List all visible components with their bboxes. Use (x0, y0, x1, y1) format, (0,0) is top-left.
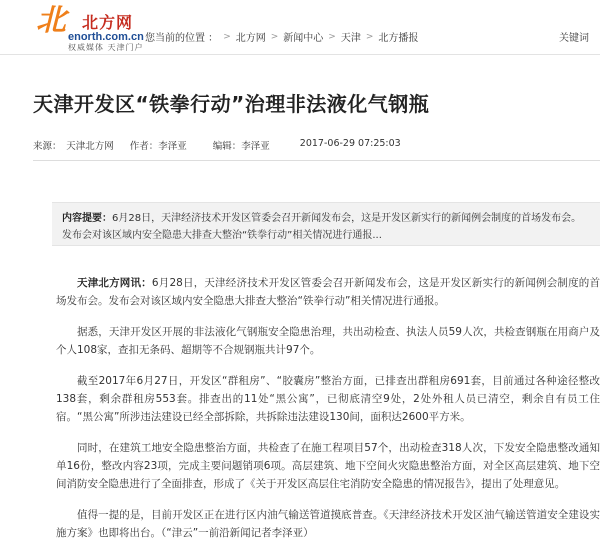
dateline: 天津北方网讯： (77, 277, 152, 289)
breadcrumb-separator: > (223, 31, 231, 42)
breadcrumb-north-broadcast[interactable]: 北方播报 (378, 33, 419, 44)
breadcrumb-prefix: 您当前的位置 ： (145, 33, 219, 44)
meta-datetime: 2017-06-29 07:25:03 (299, 138, 401, 149)
paragraph-text: 6月28日，天津经济技术开发区管委会召开新闻发布会，这是开发区新实行的新闻例会制度的首场发布会。发布会对该区域内安全隐患大排查大整治“铁拳行动”相关情况进行通报。 (56, 277, 600, 307)
logo-slogan: 权威媒体 天津门户 (68, 43, 144, 52)
breadcrumb-news-center[interactable]: 新闻中心 (283, 33, 324, 44)
breadcrumb-separator: > (270, 31, 279, 42)
meta-editor: 编辑：李泽亚 (212, 141, 270, 152)
paragraph: 截至2017年6月27日，开发区“群租房”、“胶囊房”整治方面，已排查出群租房691套，目前通过各种途径整改138套，剩余群租房553套。排查出的11处“黑公寓”，已彻底清空9处，2处外租人员已清空，剩余自有员工住宿。“黑公寓”所涉违法建设已经全部拆除，共拆除违法建设130间，面积达2600平方米。 (56, 375, 600, 423)
article-title: 天津开发区“铁拳行动”治理非法液化气钢瓶 (33, 92, 430, 116)
title-divider (33, 160, 600, 161)
paragraph: 据悉，天津开发区开展的非法液化气钢瓶安全隐患治理，共出动检查、执法人员59人次，共检查钢瓶在用商户及个人108家，查扣无条码、超期等不合规钢瓶共计97个。 (56, 326, 600, 356)
site-header (0, 0, 600, 55)
keywords-link[interactable]: 关键词 (559, 33, 589, 44)
paragraph (56, 274, 600, 310)
meta-source: 来源： 天津北方网 (33, 141, 114, 152)
breadcrumb-separator: > (328, 31, 336, 42)
article-body (56, 274, 600, 547)
paragraph: 同时，在建筑工地安全隐患整治方面，共检查了在施工程项目57个，出动检查318人次，下发安全隐患整改通知单16份，整改内容23项，完成主要问题销项6项。高层建筑、地下空间火灾隐患整治方面，对全区高层建筑、地下空间消防安全隐患进行了全面排查，形成了《关于开发区高层住宅消防安全隐患的情况报告》，提出了处理意见。 (56, 442, 600, 490)
summary-text: 6月28日，天津经济技术开发区管委会召开新闻发布会，这是开发区新实行的新闻例会制度的首场发布会。发布会对该区域内安全隐患大排查大整治“铁拳行动”相关情况进行通报... (62, 213, 582, 241)
logo-name: 北方网 (82, 13, 134, 32)
summary-label: 内容提要： (62, 213, 112, 224)
meta-author: 作者：李泽亚 (129, 141, 187, 152)
paragraph: 值得一提的是，目前开发区正在进行区内油气输送管道摸底普查。《天津经济技术开发区油气输送管道安全建设实施方案》也即将出台。（“津云”一前沿新闻记者李泽亚） (56, 509, 600, 539)
logo-swoosh-icon: 北 (36, 3, 66, 38)
breadcrumb-tianjin[interactable]: 天津 (340, 33, 361, 44)
logo-domain: enorth.com.cn (68, 31, 144, 43)
breadcrumb (145, 29, 418, 44)
summary-box (52, 202, 600, 246)
breadcrumb-home[interactable]: 北方网 (235, 33, 266, 44)
breadcrumb-separator: > (365, 31, 374, 42)
article-meta (33, 138, 401, 152)
